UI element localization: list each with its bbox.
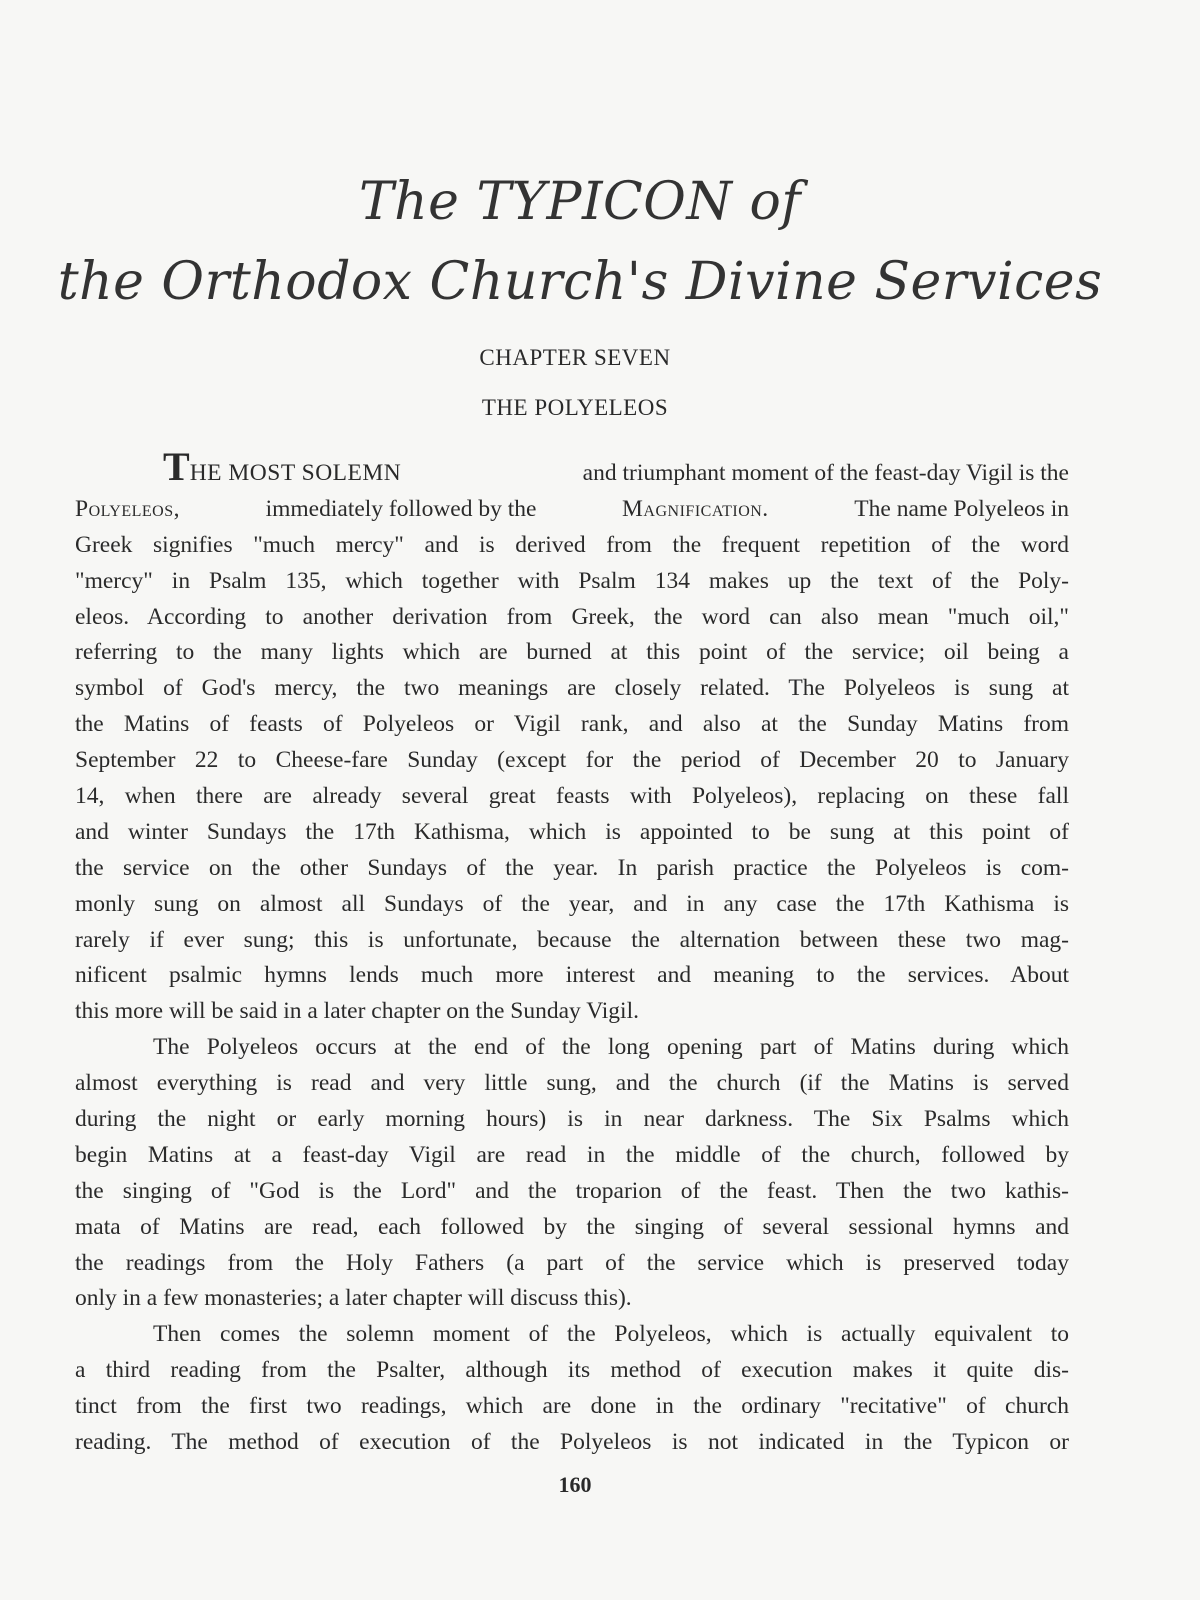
text-line: this more will be said in a later chapter on the Sunday Vigil.	[75, 998, 639, 1025]
text-line: The Polyeleos occurs at the end of the long opening part of Matins during which	[153, 1034, 1069, 1061]
small-caps-term: Polyeleos,	[75, 495, 180, 522]
title-line-1: The TYPICON of	[358, 172, 802, 232]
text-line: only in a few monasteries; a later chapter will discuss this).	[75, 1285, 632, 1312]
text-line: begin Matins at a feast-day Vigil are read in the middle of the church, followed by	[75, 1141, 1069, 1168]
text-line: and winter Sundays the 17th Kathisma, which is appointed to be sung at this point of	[75, 818, 1069, 845]
text-line: mata of Matins are read, each followed by the singing of several sessional hymns and	[75, 1213, 1069, 1240]
text-line: 14, when there are already several great feasts with Polyeleos), replacing on these fall	[75, 783, 1069, 810]
text-segment: and triumphant moment of the feast-day Vigil is the	[582, 460, 1069, 486]
text-segment: The name Polyeleos in	[854, 495, 1069, 522]
text-line: Greek signifies "much mercy" and is derived from the frequent repetition of the word	[75, 531, 1069, 558]
text-line: tinct from the first two readings, which are done in the ordinary "recitative" of church	[75, 1393, 1069, 1420]
small-caps-term: Magnification.	[622, 495, 769, 522]
text-line: September 22 to Cheese-fare Sunday (except for the period of December 20 to January	[75, 747, 1069, 774]
text-line	[75, 492, 1069, 528]
text-line: nificent psalmic hymns lends much more interest and meaning to the services. About	[75, 962, 1069, 989]
chapter-title: THE POLYELEOS	[481, 395, 669, 420]
text-line: monly sung on almost all Sundays of the year, and in any case the 17th Kathisma is	[75, 890, 1069, 917]
body-text	[75, 444, 1069, 1461]
text-line: the readings from the Holy Fathers (a part of the service which is preserved today	[75, 1249, 1069, 1276]
text-line: during the night or early morning hours) is in near darkness. The Six Psalms which	[75, 1106, 1069, 1133]
text-line	[75, 444, 1069, 492]
text-line: rarely if ever sung; this is unfortunate, because the alternation between these two mag-	[75, 926, 1069, 953]
text-line: "mercy" in Psalm 135, which together with Psalm 134 makes up the text of the Poly-	[75, 567, 1069, 594]
text-line: symbol of God's mercy, the two meanings are closely related. The Polyeleos is sung at	[75, 675, 1069, 702]
text-line: reading. The method of execution of the Polyeleos is not indicated in the Typicon or	[75, 1429, 1069, 1456]
title-line-2: the Orthodox Church's Divine Services	[57, 252, 1103, 312]
chapter-number: CHAPTER SEVEN	[479, 345, 671, 370]
text-line: the Matins of feasts of Polyeleos or Vigil rank, and also at the Sunday Matins from	[75, 711, 1069, 738]
text-line: almost everything is read and very little sung, and the church (if the Matins is served	[75, 1070, 1069, 1097]
text-line: Then comes the solemn moment of the Polyeleos, which is actually equivalent to	[153, 1321, 1069, 1348]
text-line: a third reading from the Psalter, although its method of execution makes it quite dis-	[75, 1357, 1069, 1384]
page-number: 160	[558, 1472, 592, 1497]
text-line: referring to the many lights which are burned at this point of the service; oil being a	[75, 639, 1069, 666]
small-caps-lead: HE MOST SOLEMN	[189, 460, 402, 486]
text-line: eleos. According to another derivation from Greek, the word can also mean "much oil,"	[75, 603, 1069, 630]
text-segment: immediately followed by the	[265, 495, 537, 522]
text-line: the singing of "God is the Lord" and the troparion of the feast. Then the two kathis-	[75, 1177, 1069, 1204]
text-line: the service on the other Sundays of the year. In parish practice the Polyeleos is com-	[75, 854, 1069, 881]
drop-cap: T	[163, 444, 190, 489]
